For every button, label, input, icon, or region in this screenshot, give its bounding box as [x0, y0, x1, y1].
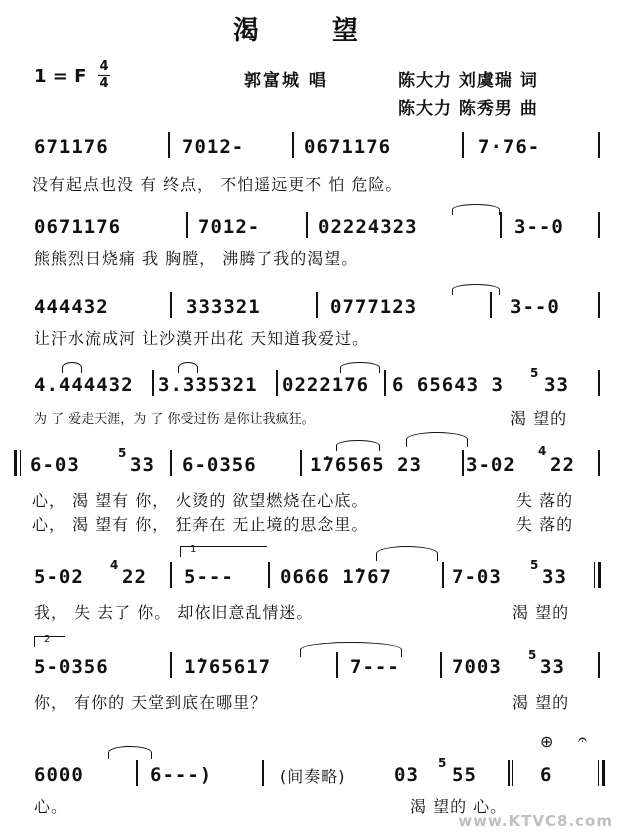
lyric-row4: 为 了 爱走天涯，为 了 你受过伤 是你让我疯狂。 [34, 412, 315, 427]
notes-row4-m2: 3.335321 [158, 374, 258, 396]
notes-row6-m4b: 33 [542, 566, 567, 588]
time-signature [98, 60, 110, 91]
notes-row2-m1: 0671176 [34, 216, 122, 238]
notes-row6-m2: 5--- [184, 566, 234, 588]
notes-row3-m3: 0777123 [330, 296, 418, 318]
notes-row6-m1: 5-02 [34, 566, 84, 588]
fermata-icon: 𝄐 [578, 730, 587, 749]
lyricist-credit: 陈大力 刘虞瑞 词 [398, 71, 538, 91]
key-signature: 1 = F [34, 66, 87, 87]
notes-row3-m1: 444432 [34, 296, 109, 318]
notes-row7-m4b: 33 [540, 656, 565, 678]
notes-row5-m1b: 33 [130, 454, 155, 476]
lyric-row1: 没有起点也没 有 终点， 不怕遥远更不 怕 危险。 [32, 175, 403, 194]
notes-row1-m2: 7012- [182, 136, 245, 158]
volta-2-label: 2 [44, 634, 51, 645]
lyric-row5-verse2-end: 失 落的 [516, 515, 574, 534]
grace-note-row7: 5 [528, 648, 537, 662]
notes-row2-m3: 02224323 [318, 216, 418, 238]
notes-row8-m1: 6000 [34, 764, 84, 786]
lyric-row8-end: 渴 望的 心。 [410, 797, 508, 816]
song-title: 渴 望 [232, 16, 391, 46]
meter-bottom: 4 [99, 76, 109, 91]
lyric-row7-end: 渴 望的 [512, 693, 570, 712]
notes-row3-m2: 333321 [186, 296, 261, 318]
notes-row7-m4: 7003 [452, 656, 502, 678]
notes-row4-m4: 6 65643 3 [392, 374, 504, 396]
notes-row7-m3: 7--- [350, 656, 400, 678]
notes-row4-m1: 4.444432 [34, 374, 134, 396]
notes-row8-m2: 6---) [150, 764, 213, 786]
lyric-row5-verse2: 心， 渴 望有 你， 狂奔在 无止境的思念里。 [32, 515, 369, 534]
notes-row7-m2: 1̇765617 [184, 656, 272, 678]
notes-row1-m3: 0671176 [304, 136, 392, 158]
lyric-row5-verse1-end: 失 落的 [516, 491, 574, 510]
lyric-row8: 心。 [34, 797, 69, 816]
notes-row3-m4: 3--0 [510, 296, 560, 318]
notes-row8-m5: 6 [540, 764, 553, 786]
notes-row2-m4: 3--0 [514, 216, 564, 238]
grace-note-row6b: 5 [530, 558, 539, 572]
grace-note-row5b: 4 [538, 444, 547, 458]
notes-row7-m1: 5-0356 [34, 656, 109, 678]
watermark: www.KTVC8.com [458, 812, 613, 830]
notes-row5-m2: 6-0356 [182, 454, 257, 476]
grace-note-row8: 5 [438, 756, 447, 770]
lyric-row2: 熊熊烈日烧痛 我 胸膛， 沸腾了我的渴望。 [34, 249, 359, 268]
lyric-row6: 我， 失 去了 你。 却依旧意乱情迷。 [34, 603, 314, 622]
singer-credit: 郭富城 唱 [244, 71, 328, 91]
volta-1-label: 1 [190, 544, 197, 555]
notes-row5-m3: 1̇76565 23 [310, 454, 422, 476]
lyric-row6-end: 渴 望的 [512, 603, 570, 622]
composer-credit: 陈大力 陈秀男 曲 [398, 99, 538, 119]
lyric-row5-verse1: 心， 渴 望有 你， 火烫的 欲望燃烧在心底。 [32, 491, 369, 510]
notes-row8-m4b: 55 [452, 764, 477, 786]
grace-note-row4: 5 [530, 366, 539, 380]
meter-top: 4 [99, 59, 109, 74]
lyric-row4-end: 渴 望的 [510, 409, 568, 428]
notes-row6-m4: 7-03 [452, 566, 502, 588]
notes-row4-m5: 33 [544, 374, 569, 396]
notes-row8-m4: 03 [394, 764, 419, 786]
notes-row5-m4: 3-02 [466, 454, 516, 476]
notes-row4-m3: 0222176 [282, 374, 370, 396]
grace-note-row6a: 4 [110, 558, 119, 572]
notes-row5-m1: 6-03 [30, 454, 80, 476]
coda-icon: ⊕ [540, 732, 554, 751]
notes-row2-m2: 7012- [198, 216, 261, 238]
grace-note-row5a: 5 [118, 446, 127, 460]
notes-row5-m4b: 22 [550, 454, 575, 476]
notes-row1-m1: 671176 [34, 136, 109, 158]
notes-row6-m3: 0666 1̇767 [280, 566, 392, 588]
interlude-note: (间奏略) [280, 767, 346, 786]
lyric-row3: 让汗水流成河 让沙漠开出花 天知道我爱过。 [34, 329, 370, 348]
lyric-row7: 你， 有你的 天堂到底在哪里？ [34, 693, 268, 712]
notes-row6-m1b: 22 [122, 566, 147, 588]
notes-row1-m4: 7·76- [478, 136, 541, 158]
